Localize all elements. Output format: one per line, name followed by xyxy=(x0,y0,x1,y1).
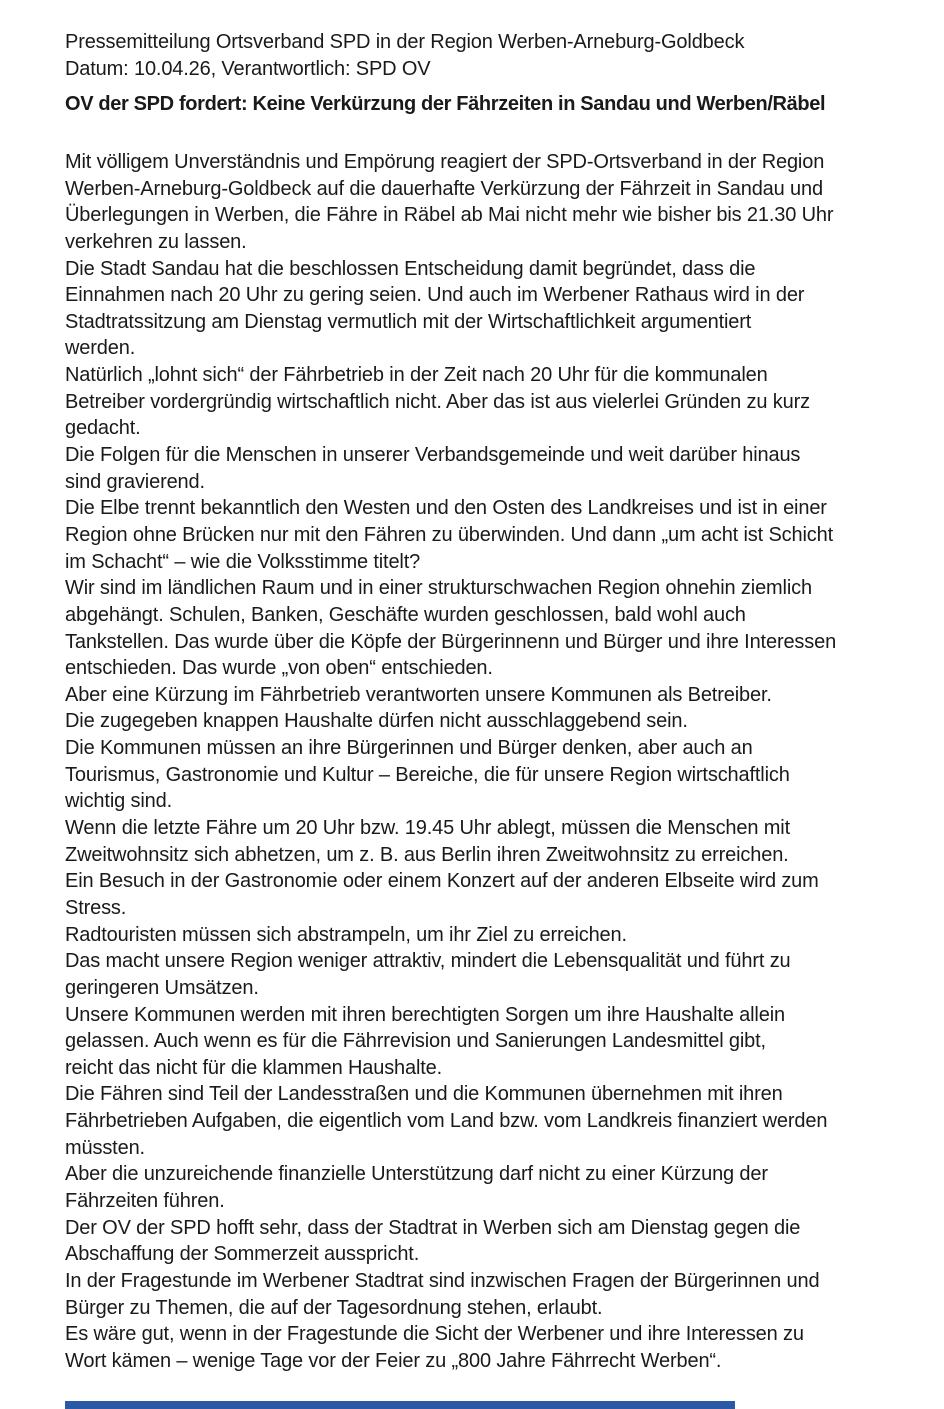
body-line: Tankstellen. Das wurde über die Köpfe der Bürgerinnenn und Bürger und ihre Interessen xyxy=(65,630,837,653)
body-line: Fährzeiten führen. xyxy=(65,1189,225,1212)
body-line: gelassen. Auch wenn es für die Fährrevision und Sanierungen Landesmittel gibt, xyxy=(65,1030,766,1053)
meta-line-date-responsible: Datum: 10.04.26, Verantwortlich: SPD OV xyxy=(65,58,431,80)
body-line: Der OV der SPD hofft sehr, dass der Stadtrat in Werben sich am Dienstag gegen die xyxy=(65,1216,801,1239)
body-line: Die zugegeben knappen Haushalte dürfen nicht ausschlaggebend sein. xyxy=(65,710,688,733)
body-line: Werben-Arneburg-Goldbeck auf die dauerhafte Verkürzung der Fährzeit in Sandau und xyxy=(65,177,823,200)
body-line: Region ohne Brücken nur mit den Fähren zu überwinden. Und dann „um acht ist Schicht xyxy=(65,523,833,546)
meta-line-source: Pressemitteilung Ortsverband SPD in der Region Werben-Arneburg-Goldbeck xyxy=(65,31,745,53)
body-line: Stadtratssitzung am Dienstag vermutlich mit der Wirtschaftlichkeit argumentiert xyxy=(65,310,752,333)
body-line: Die Folgen für die Menschen in unserer Verbandsgemeinde und weit darüber hinaus xyxy=(65,444,801,467)
body-line: Betreiber vordergründig wirtschaftlich nicht. Aber das ist aus vielerlei Gründen zu kurz xyxy=(65,390,810,413)
body-line: verkehren zu lassen. xyxy=(65,230,247,253)
body-line: müssten. xyxy=(65,1136,145,1159)
body-line: Unsere Kommunen werden mit ihren berechtigten Sorgen um ihre Haushalte allein xyxy=(65,1003,785,1026)
body-line: Aber eine Kürzung im Fährbetrieb verantworten unsere Kommunen als Betreiber. xyxy=(65,683,772,706)
body-line: Stress. xyxy=(65,896,127,919)
document-meta xyxy=(65,29,744,83)
body-line: Die Fähren sind Teil der Landesstraßen und die Kommunen übernehmen mit ihren xyxy=(65,1083,783,1106)
body-line: Tourismus, Gastronomie und Kultur – Bereiche, die für unsere Region wirtschaftlich xyxy=(65,763,790,786)
body-line: gedacht. xyxy=(65,417,141,440)
body-line: im Schacht“ – wie die Volksstimme titelt? xyxy=(65,550,421,573)
document-headline: OV der SPD fordert: Keine Verkürzung der Fährzeiten in Sandau und Werben/Räbel xyxy=(65,93,826,115)
body-line: sind gravierend. xyxy=(65,470,205,493)
body-line: Das macht unsere Region weniger attraktiv, mindert die Lebensqualität und führt zu xyxy=(65,950,791,973)
body-line: Wort kämen – wenige Tage vor der Feier zu „800 Jahre Fährrecht Werben“. xyxy=(65,1349,722,1372)
body-line: Die Elbe trennt bekanntlich den Westen und den Osten des Landkreises und ist in einer xyxy=(65,497,827,520)
body-line: werden. xyxy=(65,337,136,360)
body-line: Ein Besuch in der Gastronomie oder einem Konzert auf der anderen Elbseite wird zum xyxy=(65,870,819,893)
body-line: Wenn die letzte Fähre um 20 Uhr bzw. 19.45 Uhr ablegt, müssen die Menschen mit xyxy=(65,817,790,840)
body-line: Wir sind im ländlichen Raum und in einer strukturschwachen Region ohnehin ziemlich xyxy=(65,577,812,600)
body-line: Einnahmen nach 20 Uhr zu gering seien. Und auch im Werbener Rathaus wird in der xyxy=(65,284,805,307)
body-line: Natürlich „lohnt sich“ der Fährbetrieb in der Zeit nach 20 Uhr für die kommunalen xyxy=(65,364,768,387)
document-body xyxy=(65,149,836,1374)
body-line: Abschaffung der Sommerzeit ausspricht. xyxy=(65,1243,420,1266)
body-line: Überlegungen in Werben, die Fähre in Räbel ab Mai nicht mehr wie bisher bis 21.30 Uhr xyxy=(65,204,834,227)
footer-bar xyxy=(65,1401,735,1409)
body-line: Aber die unzureichende finanzielle Unterstützung darf nicht zu einer Kürzung der xyxy=(65,1163,768,1186)
body-line: Zweitwohnsitz sich abhetzen, um z. B. aus Berlin ihren Zweitwohnsitz zu erreichen. xyxy=(65,843,789,866)
body-line: Es wäre gut, wenn in der Fragestunde die Sicht der Werbener und ihre Interessen zu xyxy=(65,1323,804,1346)
body-line: Radtouristen müssen sich abstrampeln, um ihr Ziel zu erreichen. xyxy=(65,923,627,946)
body-line: entschieden. Das wurde „von oben“ entschieden. xyxy=(65,657,493,680)
body-line: abgehängt. Schulen, Banken, Geschäfte wurden geschlossen, bald wohl auch xyxy=(65,603,746,626)
body-line: geringeren Umsätzen. xyxy=(65,976,259,999)
body-line: Bürger zu Themen, die auf der Tagesordnung stehen, erlaubt. xyxy=(65,1296,603,1319)
body-line: Die Stadt Sandau hat die beschlossen Entscheidung damit begründet, dass die xyxy=(65,257,756,280)
body-line: Die Kommunen müssen an ihre Bürgerinnen und Bürger denken, aber auch an xyxy=(65,737,753,760)
body-line: In der Fragestunde im Werbener Stadtrat sind inzwischen Fragen der Bürgerinnen und xyxy=(65,1269,820,1292)
body-line: wichtig sind. xyxy=(65,790,172,813)
body-line: Mit völligem Unverständnis und Empörung reagiert der SPD-Ortsverband in der Region xyxy=(65,151,825,173)
body-line: Fährbetrieben Aufgaben, die eigentlich vom Land bzw. vom Landkreis finanziert werden xyxy=(65,1110,828,1133)
body-line: reicht das nicht für die klammen Haushalte. xyxy=(65,1056,443,1079)
